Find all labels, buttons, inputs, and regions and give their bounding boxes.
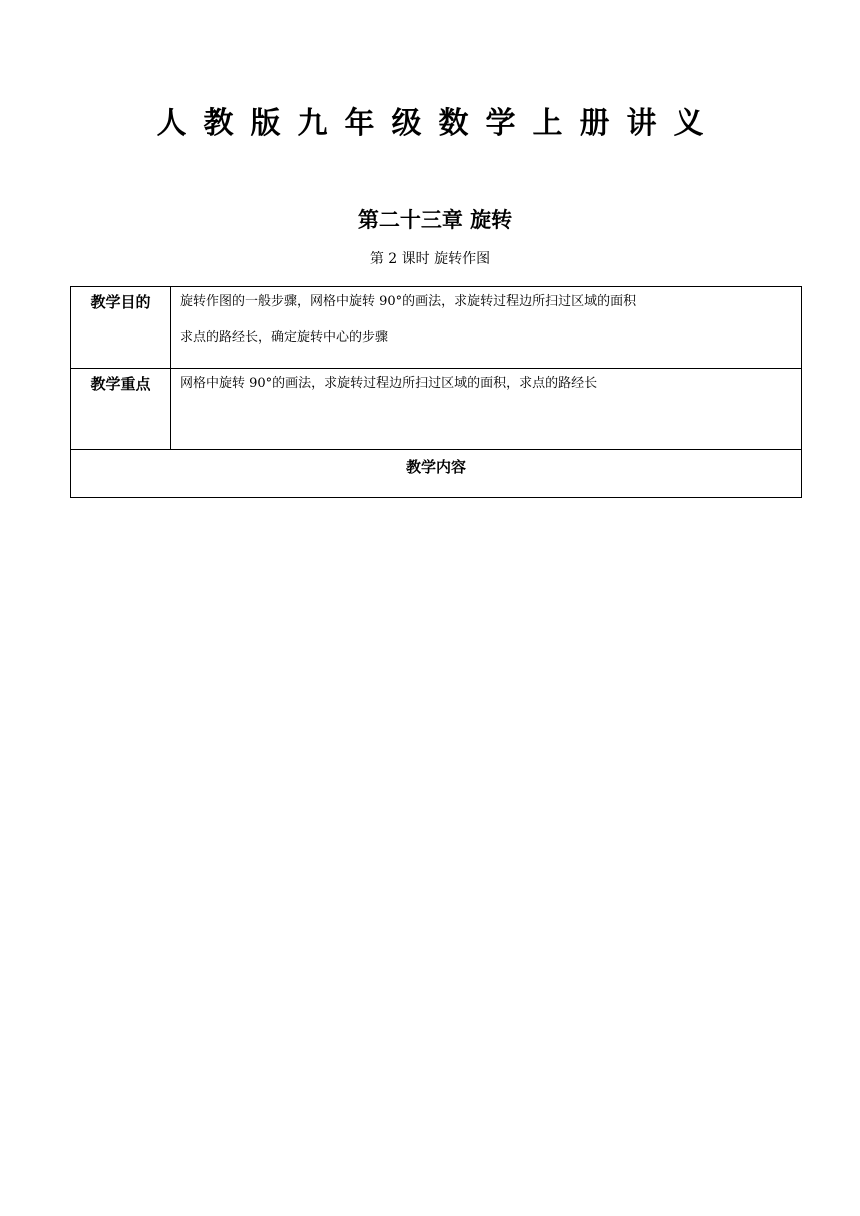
chapter-title: 第二十三章 旋转 bbox=[357, 208, 513, 232]
document-title: 人教版九年级数学上册讲义 bbox=[156, 106, 721, 141]
key-points-label: 教学重点 bbox=[71, 369, 171, 450]
table-row-goal bbox=[71, 287, 802, 369]
goal-line-1: 旋转作图的一般步骤，网格中旋转 90°的画法，求旋转过程边所扫过区域的面积 bbox=[180, 294, 637, 309]
lesson-plan-table bbox=[70, 286, 802, 498]
table-row-content bbox=[71, 450, 802, 498]
lesson-title: 第 2 课时 旋转作图 bbox=[369, 251, 491, 267]
goal-line-2: 求点的路经长，确定旋转中心的步骤 bbox=[180, 330, 389, 345]
table-row-key-points bbox=[71, 369, 802, 450]
content-heading: 教学内容 bbox=[71, 450, 802, 498]
key-points-content: 网格中旋转 90°的画法，求旋转过程边所扫过区域的面积，求点的路经长 bbox=[171, 369, 802, 450]
goal-content bbox=[171, 287, 802, 369]
goal-label: 教学目的 bbox=[71, 287, 171, 369]
